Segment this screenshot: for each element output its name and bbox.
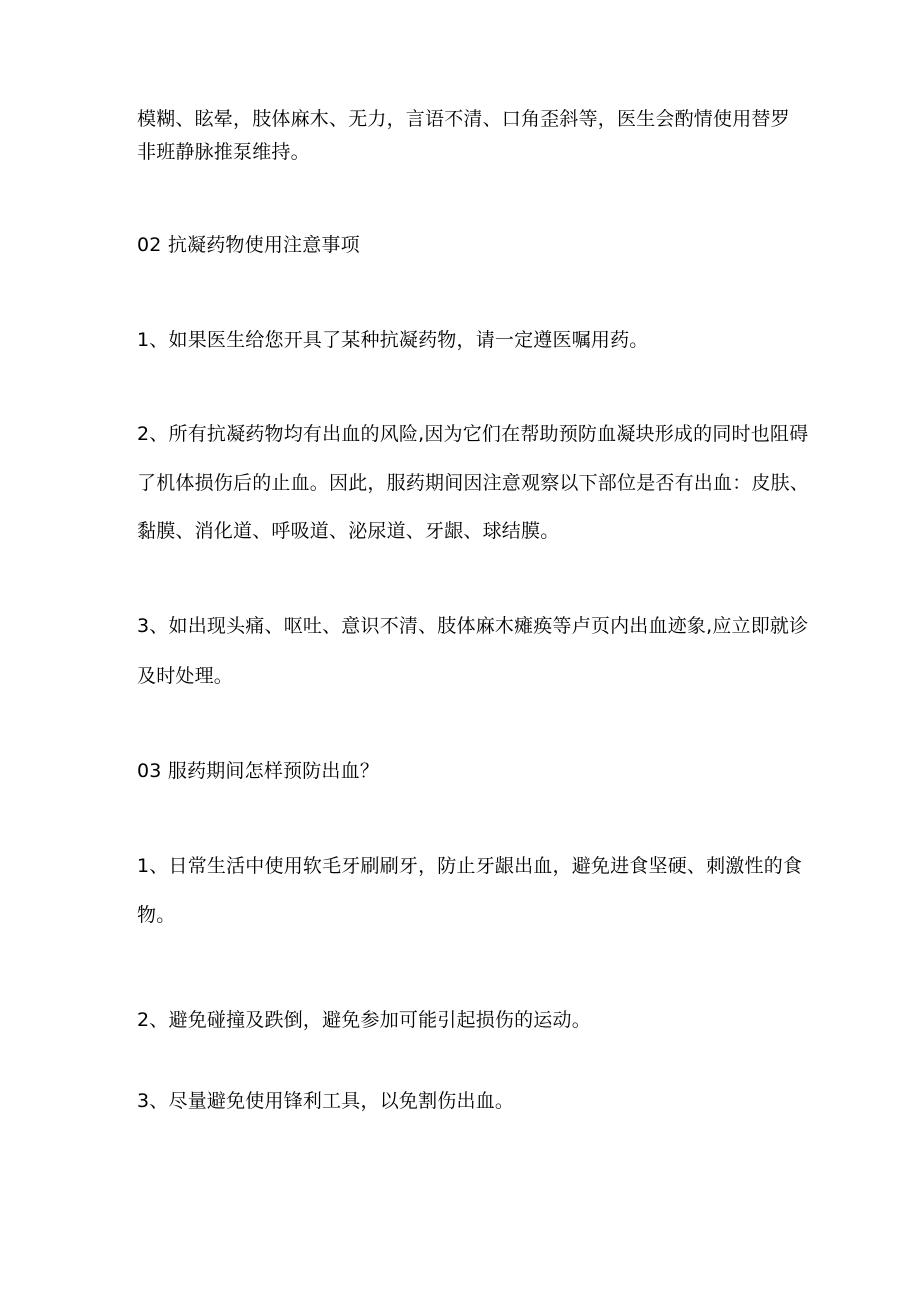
section2-item-3-line-1: 3、如出现头痛、呕吐、意识不清、肢体麻木瘫痪等卢页内出血迹象,应立即就诊 [137,615,809,637]
intro-text-line-1: 模糊、眩晕，肢体麻木、无力，言语不清、口角歪斜等，医生会酌情使用替罗 [137,108,790,130]
section2-item-3-line-2: 及时处理。 [137,665,234,687]
section3-item-3: 3、尽量避免使用锋利工具，以免割伤出血。 [137,1090,515,1112]
section-heading-03: 03 服药期间怎样预防出血？ [137,760,380,782]
section3-item-1-line-1: 1、日常生活中使用软毛牙刷刷牙，防止牙龈出血，避免进食坚硬、刺激性的食 [137,855,803,877]
section3-item-2: 2、避免碰撞及跌倒，避免参加可能引起损伤的运动。 [137,1009,591,1031]
section2-item-1: 1、如果医生给您开具了某种抗凝药物，请一定遵医嘱用药。 [137,329,649,351]
section2-item-2-line-3: 黏膜、消化道、呼吸道、泌尿道、牙龈、球结膜。 [137,520,560,542]
section2-item-2-line-1: 2、所有抗凝药物均有出血的风险,因为它们在帮助预防血凝块形成的同时也阻碍 [137,423,809,445]
section-heading-02: 02 抗凝药物使用注意事项 [137,234,360,256]
section2-item-2-line-2: 了机体损伤后的止血。因此，服药期间因注意观察以下部位是否有出血：皮肤、 [137,472,810,494]
intro-text-line-2: 非班静脉推泵维持。 [137,141,310,163]
section3-item-1-line-2: 物。 [137,904,176,926]
